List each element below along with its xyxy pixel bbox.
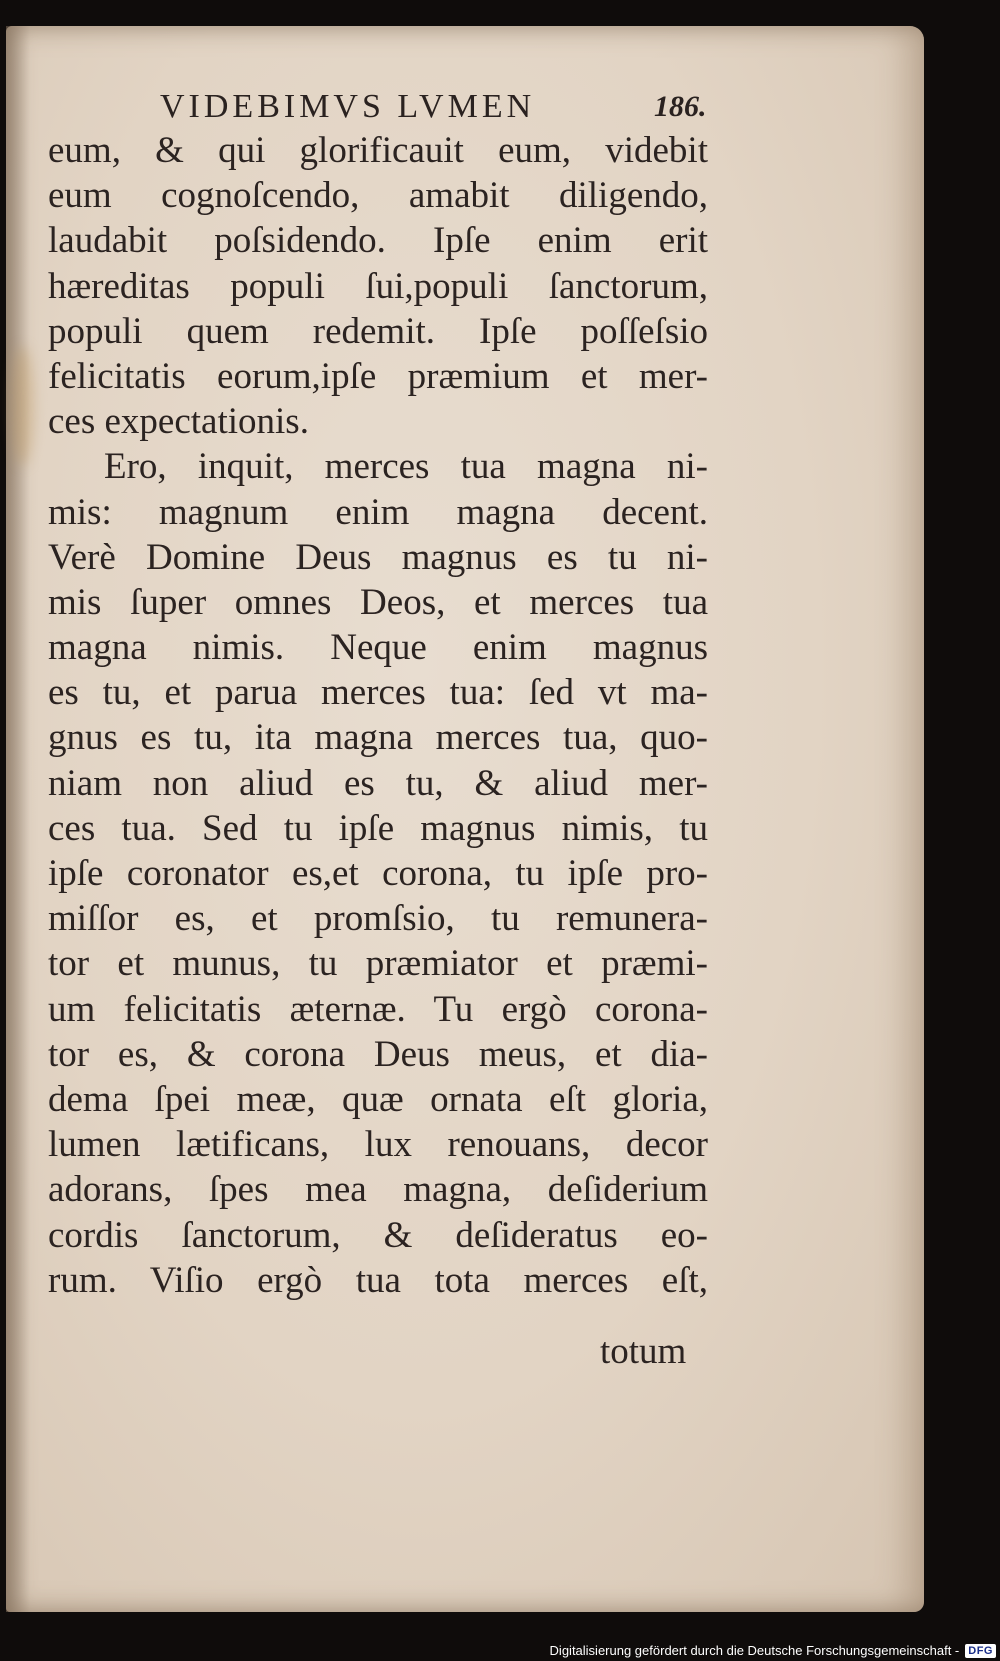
text-line: populi quem redemit. Ipſe poſſeſsio [48,310,708,352]
text-line: eum cognoſcendo, amabit diligendo, [48,175,708,217]
text-line: tor et munus, tu præmiator et præmi- [48,943,708,985]
dfg-logo: DFG [965,1644,996,1658]
text-line: gnus es tu, ita magna merces tua, quo- [48,717,708,759]
text-line: eum, & qui glorificauit eum, videbit [48,130,708,171]
page-number: 186. [654,90,707,123]
text-line: ces expectationis. [48,401,309,443]
funding-credit-text: Digitalisierung gefördert durch die Deutsche Forschungsgemeinschaft - [549,1643,960,1658]
text-line: Ero, inquit, merces tua magna ni- [104,446,708,488]
text-line: rum. Viſio ergò tua tota merces eſt, [48,1259,708,1301]
text-line: es tu, et parua merces tua: ſed vt ma- [48,672,708,714]
page-stain [12,346,34,466]
text-line: mis ſuper omnes Deos, et merces tua [48,581,708,623]
text-line: Verè Domine Deus magnus es tu ni- [48,536,708,578]
text-line: miſſor es, et promſsio, tu remunera- [48,898,708,940]
text-line: ces tua. Sed tu ipſe magnus nimis, tu [48,807,708,849]
text-line: mis: magnum enim magna decent. [48,491,708,533]
text-line: adorans, ſpes mea magna, deſiderium [48,1169,708,1211]
text-line: felicitatis eorum,ipſe præmium et mer- [48,355,708,397]
running-head: VIDEBIMVS LVMEN [160,88,536,125]
digitization-credit [0,1640,996,1661]
text-line: tor es, & corona Deus meus, et dia- [48,1033,708,1075]
text-line: dema ſpei meæ, quæ ornata eſt gloria, [48,1078,708,1120]
text-line: lumen lætificans, lux renouans, decor [48,1124,708,1166]
text-line: cordis ſanctorum, & deſideratus eo- [48,1214,708,1256]
text-line: laudabit poſsidendo. Ipſe enim erit [48,220,708,262]
text-line: um felicitatis æternæ. Tu ergò corona- [48,988,708,1030]
text-line: niam non aliud es tu, & aliud mer- [48,762,708,804]
text-line: ipſe coronator es,et corona, tu ipſe pro- [48,853,708,894]
catchword: totum [600,1331,687,1372]
body-text [48,128,708,1303]
text-line: hæreditas populi ſui,populi ſanctorum, [48,265,708,307]
text-line: magna nimis. Neque enim magnus [48,627,708,669]
